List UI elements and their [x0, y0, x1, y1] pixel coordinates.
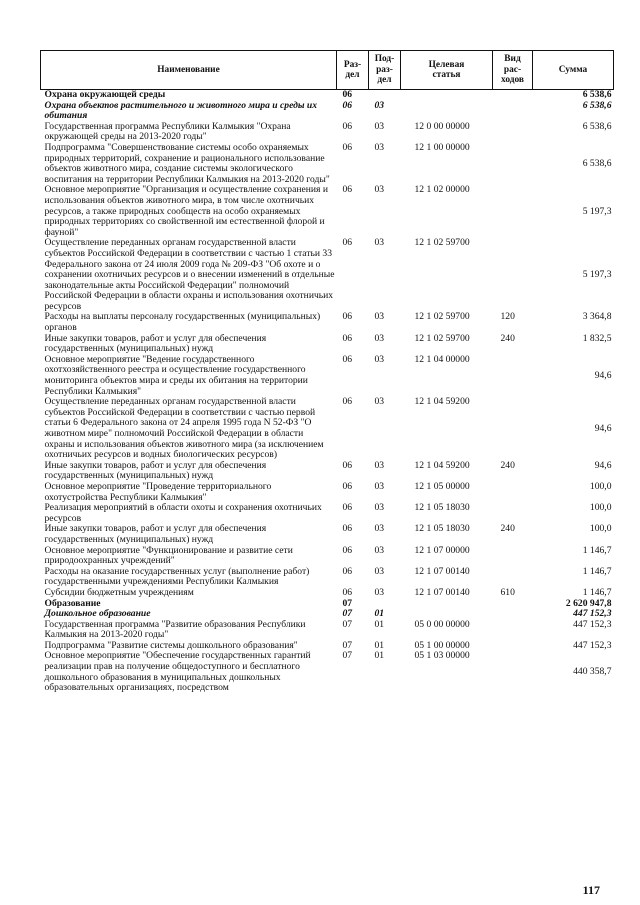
row-sum: 100,0 — [589, 480, 612, 492]
row-name: Осуществление переданных органам государственной власти субъектов Российской Федерации в соответствии с частью 1 статьи 33 Федерального закона от 24 июля 2009 года № 209-ФЗ "Об охоте и о сохранении охотничьих ресурсов и о внесении изменений в отдельные законодательные акты Российской Федерации" полномочий Российской Федерации в области охраны и использования охотничьих ресурсов — [44, 237, 335, 312]
row-razdel: 06 — [342, 99, 353, 111]
row-sum: 1 146,7 — [582, 544, 612, 556]
row-sum: 2 620 947,8 — [565, 597, 612, 609]
row-vid: 610 — [500, 586, 515, 598]
row-target: 05 1 00 00000 — [414, 639, 470, 651]
row-target: 12 1 02 59700 — [414, 311, 470, 323]
table-row — [41, 567, 614, 588]
row-name: Государственная программа "Развитие образования Республики Калмыкия на 2013-2020 годы" — [44, 618, 306, 641]
header-target: Целевая статья — [401, 51, 493, 90]
row-razdel: 06 — [342, 480, 353, 492]
row-razdel: 06 — [342, 544, 353, 556]
row-target: 12 1 05 18030 — [414, 502, 470, 514]
row-razdel: 06 — [342, 353, 353, 365]
header-podrazdel: Под- раз- дел — [369, 51, 401, 90]
row-vid: 120 — [500, 311, 515, 323]
row-sum: 1 832,5 — [582, 332, 612, 344]
row-sum: 6 538,6 — [582, 120, 612, 132]
row-name: Охрана объектов растительного и животного мира и среды их обитания — [44, 99, 318, 122]
row-razdel: 06 — [342, 141, 353, 153]
row-podrazdel: 03 — [374, 544, 385, 556]
row-podrazdel: 03 — [374, 184, 385, 196]
row-podrazdel: 03 — [374, 332, 385, 344]
row-vid — [493, 355, 533, 397]
row-name: Подпрограмма "Совершенствование системы особо охраняемых природных территорий, сохранение и рационального использование объектов животного мира, создание системы экологического воспитания на территории Республики Калмыкия на 2013-2020 годы" — [44, 141, 330, 185]
row-podrazdel: 03 — [374, 99, 385, 111]
row-name: Иные закупки товаров, работ и услуг для обеспечения государственных (муниципальных) нужд — [44, 459, 267, 482]
table-row — [41, 355, 614, 397]
table-row — [41, 101, 614, 122]
row-sum: 1 146,7 — [582, 586, 612, 598]
row-vid — [493, 546, 533, 567]
row-sum: 94,6 — [594, 422, 612, 434]
page-number: 117 — [582, 883, 600, 897]
row-sum: 447 152,3 — [573, 639, 612, 651]
row-razdel: 06 — [342, 586, 353, 598]
row-podrazdel: 03 — [374, 565, 385, 577]
row-sum: 94,6 — [594, 459, 612, 471]
row-target: 12 1 02 59700 — [414, 237, 470, 249]
row-target: 12 1 05 18030 — [414, 523, 470, 535]
row-podrazdel: 03 — [374, 523, 385, 535]
row-podrazdel: 01 — [374, 608, 385, 620]
table-row — [41, 651, 614, 693]
table-row — [41, 312, 614, 333]
row-target: 12 1 02 59700 — [414, 332, 470, 344]
row-podrazdel: 03 — [374, 459, 385, 471]
row-vid — [493, 143, 533, 185]
row-vid — [493, 620, 533, 641]
row-name: Образование — [44, 597, 101, 609]
row-name: Расходы на оказание государственных услуг (выполнение работ) государственными учреждениями Республики Калмыкия — [44, 565, 310, 588]
row-podrazdel: 03 — [374, 396, 385, 408]
row-sum: 100,0 — [589, 523, 612, 535]
row-name: Основное мероприятие "Функционирование и развитие сети природоохранных учреждений" — [44, 544, 293, 567]
header-name: Наименование — [41, 51, 337, 90]
row-razdel: 07 — [342, 650, 353, 662]
row-vid — [493, 90, 533, 101]
row-podrazdel: 03 — [374, 353, 385, 365]
row-name: Дошкольное образование — [44, 608, 151, 620]
row-vid — [493, 185, 533, 238]
table-row — [41, 185, 614, 238]
row-target: 12 1 05 00000 — [414, 480, 470, 492]
table-row — [41, 122, 614, 143]
table-row — [41, 143, 614, 185]
row-sum: 5 197,3 — [582, 205, 612, 217]
row-name: Иные закупки товаров, работ и услуг для обеспечения государственных (муниципальных) нужд — [44, 332, 267, 355]
row-podrazdel — [369, 599, 401, 610]
row-razdel: 06 — [342, 565, 353, 577]
row-sum: 447 152,3 — [573, 608, 612, 620]
row-vid — [493, 503, 533, 524]
row-razdel: 06 — [342, 237, 353, 249]
row-podrazdel: 03 — [374, 586, 385, 598]
row-vid — [493, 599, 533, 610]
row-name: Реализация мероприятий в области охоты и сохранения охотничьих ресурсов — [44, 502, 322, 524]
table-body — [41, 90, 614, 694]
row-podrazdel: 03 — [374, 120, 385, 132]
row-vid — [493, 567, 533, 588]
row-razdel: 06 — [342, 332, 353, 344]
row-name: Подпрограмма "Развитие системы дошкольного образования" — [44, 639, 298, 651]
row-name: Субсидии бюджетным учреждениям — [44, 586, 194, 598]
row-sum: 3 364,8 — [582, 311, 612, 323]
row-podrazdel: 01 — [374, 618, 385, 630]
row-name: Основное мероприятие "Обеспечение государственных гарантий реализации прав на получение общедоступного и бесплатного дошкольного образования в муниципальных дошкольных образовательных организациях, посредством — [44, 650, 311, 694]
row-sum: 94,6 — [594, 369, 612, 381]
row-vid — [493, 609, 533, 620]
row-target: 12 1 00 00000 — [414, 141, 470, 153]
row-vid — [493, 641, 533, 652]
row-sum: 100,0 — [589, 502, 612, 514]
row-razdel: 06 — [342, 89, 353, 100]
table-row — [41, 503, 614, 524]
row-vid: 240 — [500, 332, 515, 344]
row-target: 12 1 07 00140 — [414, 565, 470, 577]
row-sum: 6 538,6 — [582, 89, 612, 100]
row-podrazdel — [369, 90, 401, 101]
row-razdel: 07 — [342, 618, 353, 630]
row-sum: 440 358,7 — [573, 666, 612, 678]
row-target: 05 1 03 00000 — [414, 650, 470, 662]
row-razdel: 06 — [342, 523, 353, 535]
row-target: 12 1 02 00000 — [414, 184, 470, 196]
header-vid: Вид рас- ходов — [493, 51, 533, 90]
table-row — [41, 90, 614, 101]
row-razdel: 06 — [342, 120, 353, 132]
table-row — [41, 397, 614, 461]
table-header — [41, 51, 614, 90]
row-podrazdel: 01 — [374, 639, 385, 651]
row-vid: 240 — [500, 523, 515, 535]
row-name: Основное мероприятие "Организация и осуществление сохранения и использования объектов животного мира, в том числе охотничьих ресурсов, а также природных сообществ на особо охраняемых природных территориях со свойственной им естественной флорой и фауной" — [44, 184, 328, 238]
row-target: 12 1 04 59200 — [414, 459, 470, 471]
row-target: 12 1 07 00140 — [414, 586, 470, 598]
row-podrazdel: 03 — [374, 480, 385, 492]
row-target: 12 1 04 00000 — [414, 353, 470, 365]
row-target: 05 0 00 00000 — [414, 618, 470, 630]
row-podrazdel: 03 — [374, 502, 385, 514]
budget-table — [40, 50, 614, 694]
table-row — [41, 588, 614, 599]
row-razdel: 07 — [342, 597, 353, 609]
row-name: Основное мероприятие "Проведение территориального охотустройства Республики Калмыкия" — [44, 480, 272, 503]
row-vid — [493, 238, 533, 312]
row-razdel: 06 — [342, 502, 353, 514]
row-vid — [493, 122, 533, 143]
row-name: Расходы на выплаты персоналу государственных (муниципальных) органов — [44, 311, 321, 334]
row-sum: 6 538,6 — [582, 157, 612, 169]
table-row — [41, 524, 614, 545]
row-target — [401, 101, 493, 122]
row-name: Основное мероприятие "Ведение государственного охотхозяйственного реестра и осуществление государственного мониторинга объектов мира и среды их обитания на территории Республики Калмыкия" — [44, 353, 308, 397]
row-target: 12 0 00 00000 — [414, 120, 470, 132]
row-vid — [493, 651, 533, 693]
row-vid — [493, 482, 533, 503]
row-razdel: 07 — [342, 639, 353, 651]
row-podrazdel: 03 — [374, 237, 385, 249]
row-vid: 240 — [500, 459, 515, 471]
table-row — [41, 461, 614, 482]
row-name: Иные закупки товаров, работ и услуг для обеспечения государственных (муниципальных) нужд — [44, 523, 267, 545]
row-podrazdel: 03 — [374, 311, 385, 323]
table-row — [41, 620, 614, 641]
table-row — [41, 238, 614, 312]
header-razdel: Раз- дел — [337, 51, 369, 90]
row-target: 12 1 07 00000 — [414, 544, 470, 556]
row-name: Охрана окружающей среды — [44, 89, 166, 100]
row-razdel: 06 — [342, 311, 353, 323]
table-row — [41, 334, 614, 355]
row-target: 12 1 04 59200 — [414, 396, 470, 408]
row-razdel: 06 — [342, 396, 353, 408]
row-name: Осуществление переданных органам государственной власти субъектов Российской Федерации в соответствии с частью первой статьи 6 Федерального закона от 24 апреля 1995 года N 52-ФЗ "О животном мире" полномочий Российской Федерации в области охраны и использования объектов животного мира (за исключением охотничьих ресурсов и водных биологических ресурсов) — [44, 396, 324, 461]
row-podrazdel: 01 — [374, 650, 385, 662]
row-sum: 447 152,3 — [573, 618, 612, 630]
row-target — [401, 90, 493, 101]
row-razdel: 06 — [342, 459, 353, 471]
row-vid — [493, 101, 533, 122]
row-name: Государственная программа Республики Калмыкия "Охрана окружающей среды на 2013-2020 годы" — [44, 120, 291, 143]
row-sum: 1 146,7 — [582, 565, 612, 577]
row-vid — [493, 397, 533, 461]
header-sum: Сумма — [533, 51, 614, 90]
table-row — [41, 546, 614, 567]
row-razdel: 07 — [342, 608, 353, 620]
table-row — [41, 482, 614, 503]
row-sum: 5 197,3 — [582, 269, 612, 281]
row-sum: 6 538,6 — [582, 99, 612, 111]
row-podrazdel: 03 — [374, 141, 385, 153]
row-target — [401, 599, 493, 610]
row-razdel: 06 — [342, 184, 353, 196]
